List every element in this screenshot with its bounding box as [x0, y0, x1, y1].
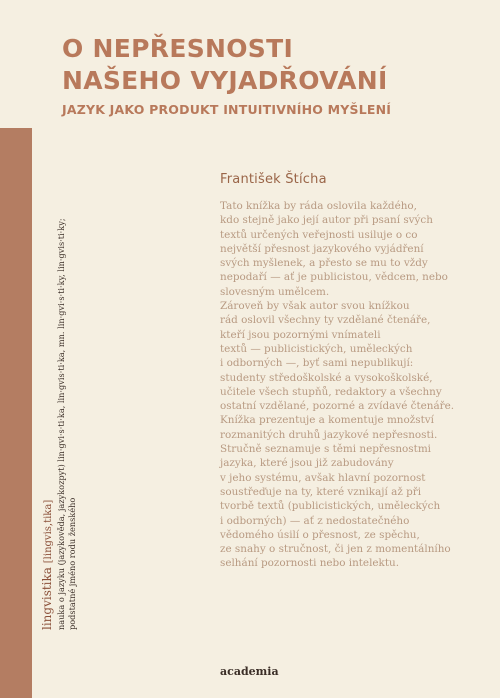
blurb-line: textů určených veřejnosti usiluje o co — [220, 228, 418, 241]
blurb-line: Tato knížka by ráda oslovila každého, — [220, 200, 417, 212]
blurb-line: ostatní vzdělané, pozorné a zvídavé čtenáře. — [220, 400, 455, 413]
blurb-line: selhání pozornosti nebo intelektu. — [220, 557, 400, 570]
author-name: František Štícha — [220, 172, 327, 187]
accent-bar — [0, 128, 32, 698]
blurb-line: kteří jsou pozornými vnímateli — [220, 328, 381, 341]
publisher-logo: academia — [220, 665, 279, 678]
blurb-line: rozmanitých druhů jazykové nepřesnosti. — [220, 428, 438, 441]
blurb-line: rád oslovil všechny ty vzdělané čtenáře, — [220, 314, 431, 327]
dictionary-definition: nauka o jazyku (jazykověda, jazykozpyt) lin·gvi·s·ti·ka, lin·gvis·ti·ka, mn. lin·gvi·s·ti·ky, lin·gvis·ti·ky; — [56, 218, 66, 630]
blurb-line: největší přesnost jazykového vyjádření — [220, 242, 424, 255]
blurb-line: svých myšlenek, a přesto se mu to vždy — [220, 257, 428, 270]
dictionary-headword-line — [40, 170, 56, 630]
dictionary-entry — [40, 170, 78, 630]
blurb-line: i odborných) — ať z nedostatečného — [220, 514, 410, 527]
blurb-line: Stručně seznamuje s těmi nepřesnostmi — [220, 443, 431, 456]
blurb-line: učitele všech stupňů, redaktory a všechny — [220, 385, 442, 398]
blurb-line: studenty středoškolské a vysokoškolské, — [220, 371, 433, 384]
blurb-line: slovesným umělcem. — [220, 285, 330, 298]
book-title — [62, 33, 388, 97]
dictionary-headword: lingvistika — [40, 567, 54, 630]
blurb-line: soustřeďuje na ty, které vznikají až při — [220, 485, 422, 498]
blurb-line: kdo stejně jako její autor při psaní svých — [220, 214, 433, 227]
blurb-line: tvorbě textů (publicistických, uměleckých — [220, 500, 441, 513]
blurb-line: v jeho systému, avšak hlavní pozornost — [220, 471, 426, 484]
title-line-2: NAŠEHO VYJADŘOVÁNÍ — [62, 66, 388, 95]
blurb-line: jazyka, které jsou již zabudovány — [220, 457, 394, 470]
blurb-line: textů — publicistických, uměleckých — [220, 342, 413, 355]
blurb-line: Zároveň by však autor svou knížkou — [220, 300, 410, 313]
book-subtitle: JAZYK JAKO PRODUKT INTUITIVNÍHO MYŠLENÍ — [62, 102, 392, 117]
dictionary-grammar: podstatné jméno rodu ženského — [67, 497, 77, 630]
blurb-text — [220, 199, 480, 571]
blurb-line: vědomého úsilí o přesnost, ze spěchu, — [220, 528, 420, 541]
blurb-line: nepodaří — ať je publicistou, vědcem, nebo — [220, 271, 448, 284]
blurb-line: ze snahy o stručnost, či jen z momentálního — [220, 543, 451, 556]
title-line-1: O NEPŘESNOSTI — [62, 34, 294, 63]
blurb-line: Knížka prezentuje a komentuje množství — [220, 414, 434, 427]
dictionary-pronunciation: [lingvis,tika] — [43, 499, 54, 564]
blurb-line: i odborných —, byť sami nepublikují: — [220, 357, 414, 370]
